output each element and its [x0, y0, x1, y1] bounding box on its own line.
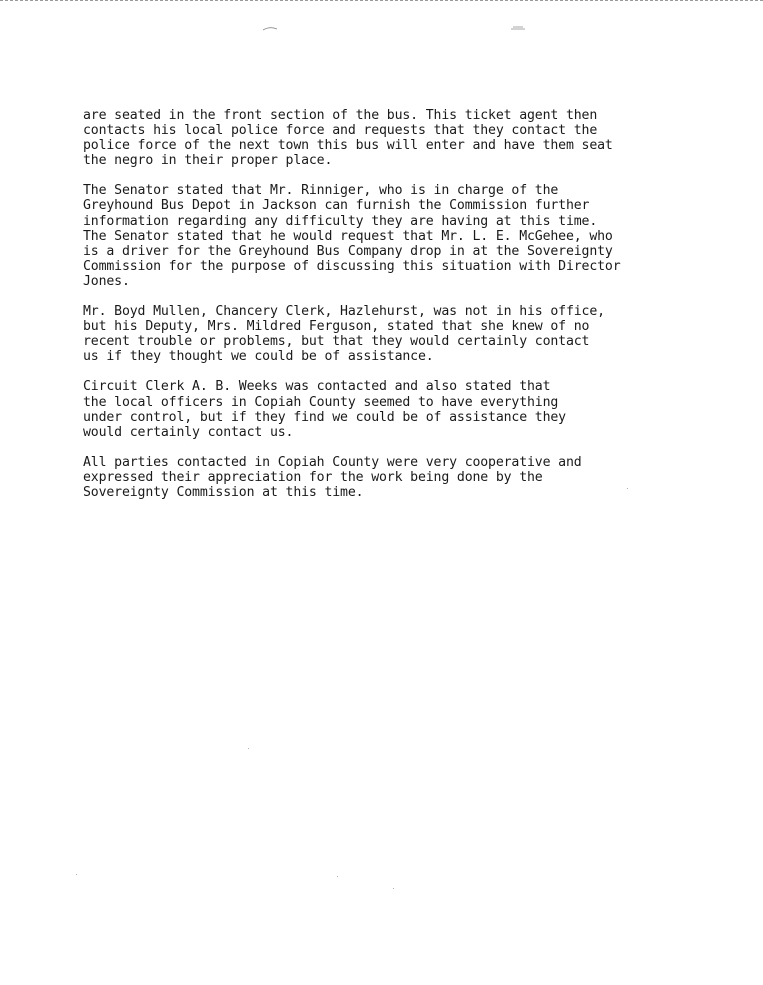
scan-speck: [248, 748, 249, 749]
paragraph-circuit-clerk: Circuit Clerk A. B. Weeks was contacted and also stated that the local officers in Copiah County seemed to have everything under control, but if they find we could be of assistance they would certainly contact us.: [83, 379, 566, 440]
scan-mark-icon: [262, 26, 278, 31]
paragraph-closing: All parties contacted in Copiah County were very cooperative and expressed their appreciation for the work being done by the Sovereignty Commission at this time.: [83, 454, 582, 500]
paragraph-senator-statement: The Senator stated that Mr. Rinniger, who is in charge of the Greyhound Bus Depot in Jackson can furnish the Commission further information regarding any difficulty they are having at this time. The Senator stated that he would request that Mr. L. E. McGehee, who is a driver for the Greyhound Bus Company drop in at the Sovereignty Commission for the purpose of discussing this situation with Director Jones.: [83, 183, 621, 289]
scan-mark-icon: [510, 26, 526, 31]
document-body: [83, 108, 743, 515]
paragraph-chancery-clerk: Mr. Boyd Mullen, Chancery Clerk, Hazlehurst, was not in his office, but his Deputy, Mrs. Mildred Ferguson, stated that she knew of no recent trouble or problems, but that they would certainly contact us if they thought we could be of assistance.: [83, 304, 605, 365]
scan-speck: [393, 888, 394, 889]
paragraph-bus-seating: are seated in the front section of the bus. This ticket agent then contacts his local police force and requests that they contact the police force of the next town this bus will enter and have them seat the negro in their proper place.: [83, 108, 613, 169]
scan-speck: [337, 876, 338, 877]
page-top-edge: [0, 0, 763, 1]
scan-speck: [76, 874, 77, 875]
